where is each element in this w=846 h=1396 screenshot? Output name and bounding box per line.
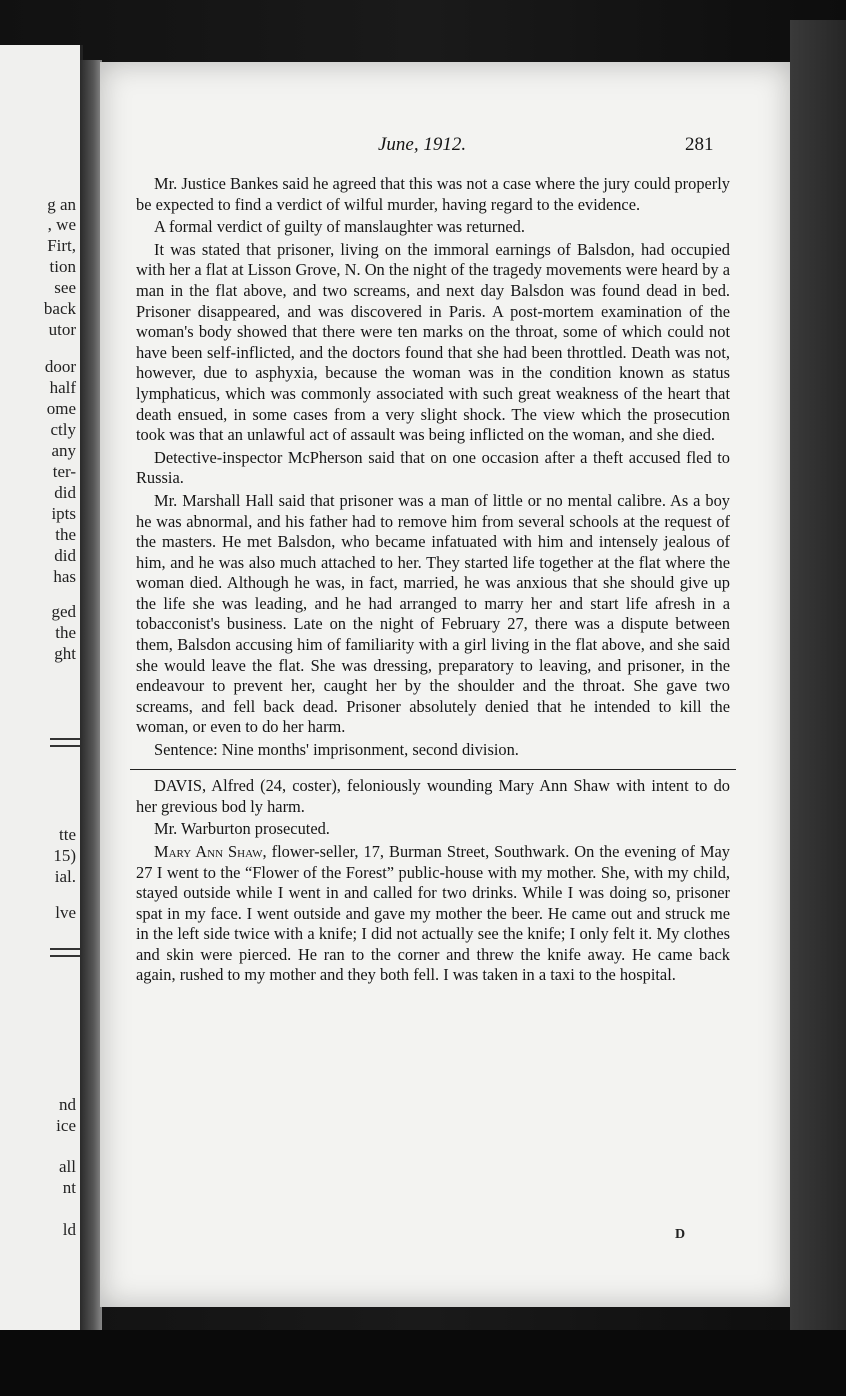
facing-page-rule	[50, 955, 80, 957]
facing-page-fragment: tte	[59, 825, 76, 844]
paragraph: Detective-inspector McPherson said that on one occasion after a theft accused fled to Russia.	[136, 447, 730, 488]
facing-page-fragment: nt	[62, 1178, 76, 1197]
facing-page-fragment: all	[59, 1157, 76, 1176]
facing-page-rule	[50, 948, 80, 950]
facing-page-fragment: the	[55, 525, 76, 544]
facing-page-fragment: half	[49, 378, 76, 397]
paragraph: A formal verdict of guilty of manslaughter was returned.	[154, 217, 525, 237]
facing-page-fragment: door	[44, 357, 76, 376]
signature-mark: D	[675, 1227, 686, 1242]
scan-right-edge	[790, 20, 846, 1396]
facing-page-fragment: ght	[54, 644, 76, 663]
facing-page-fragment: the	[55, 623, 76, 642]
page-number: 281	[685, 134, 714, 155]
facing-page-edge	[0, 45, 83, 1345]
paragraph: Mr. Marshall Hall said that prisoner was a man of little or no mental calibre. As a boy he was abnormal, and his father had to remove him from several schools at the request of the masters. He met Balsdon, who became infatuated with him and intensely jealous of him, and he was also much attached to her. They started life together at the flat where the woman died. Although he was, in fact, married, he was anxious that she should give up the life she was leading, and he had arranged to marry her and start life afresh in a tobacconist's business. Late on the night of February 27, there was a dispute between them, Balsdon accusing him of familiarity with a girl living in the flat above, and she said she would leave the flat. She was dressing, preparatory to leaving, and prisoner, in the endeavour to prevent her, caught her by the shoulder and the throat. She gave two screams, and fell back dead. Prisoner absolutely denied that he intended to kill the woman, or even to do her harm.	[136, 490, 730, 737]
facing-page-fragment: ice	[56, 1116, 76, 1135]
facing-page-fragment: ial.	[54, 867, 76, 886]
facing-page-fragment: g an	[47, 195, 76, 214]
page-header	[100, 134, 790, 164]
case-heading: DAVIS, Alfred (24, coster), feloniously wounding Mary Ann Shaw with intent to do her grevious bod ly harm.	[136, 776, 730, 816]
facing-page-fragment: ipts	[51, 504, 76, 523]
running-head: June, 1912.	[378, 134, 467, 155]
facing-page-fragment: has	[53, 567, 76, 586]
witness-testimony: , flower-seller, 17, Burman Street, Southwark. On the evening of May 27 I went to the “Flower of the Forest” public-house with my mother. She, with my child, stayed outside while I went in and called for two drinks. While I was doing so, prisoner spat in my face. I went outside and gave my mother the beer. He came out and struck me in the left side twice with a knife; I did not actually see the knife; I only felt it. My clothes and skin were pierced. He ran to the corner and threw the knife away. He came back again, rushed to my mother and they both fell. I was taken in a taxi to the hospital.	[136, 841, 730, 985]
paragraph: Mr. Justice Bankes said he agreed that this was not a case where the jury could properly be expected to find a verdict of wilful murder, having regard to the evidence.	[136, 174, 730, 214]
facing-page-fragment: ctly	[50, 420, 76, 439]
facing-page-rule	[50, 745, 80, 747]
page-body	[136, 174, 730, 988]
facing-page-rule	[50, 738, 80, 740]
book-gutter	[80, 60, 102, 1350]
facing-page-fragment: see	[54, 278, 76, 297]
facing-page-fragment: Firt,	[47, 236, 76, 255]
facing-page-fragment: ld	[62, 1220, 76, 1239]
prosecutor-line: Mr. Warburton prosecuted.	[154, 819, 330, 839]
sentence-paragraph: Sentence: Nine months' imprisonment, second division.	[154, 740, 519, 760]
facing-page-fragment: ter-	[52, 462, 76, 481]
witness-name: Mary Ann Shaw	[154, 841, 263, 861]
facing-page-fragment: , we	[47, 215, 76, 234]
facing-page-fragment: back	[43, 299, 76, 318]
scan-bottom-edge	[0, 1330, 846, 1396]
witness-paragraph	[136, 842, 730, 986]
book-page	[100, 62, 790, 1307]
facing-page-fragment: tion	[49, 257, 76, 276]
facing-page-fragment: lve	[55, 903, 76, 922]
facing-page-fragment: nd	[59, 1095, 76, 1114]
facing-page-fragment: any	[51, 441, 76, 460]
facing-page-fragment: 15)	[53, 846, 76, 865]
facing-page-fragment: did	[54, 483, 76, 502]
facing-page-fragment: ged	[51, 602, 76, 621]
facing-page-fragment: utor	[48, 320, 76, 339]
facing-page-fragment: ome	[46, 399, 76, 418]
case-separator-rule	[130, 769, 736, 771]
paragraph: It was stated that prisoner, living on the immoral earnings of Balsdon, had occupied with her a flat at Lisson Grove, N. On the night of the tragedy movements were heard by a man in the flat above, and two screams, and next day Balsdon was found dead in bed. Prisoner disappeared, and was discovered in Paris. A post-mortem examination of the woman's body showed that there were ten marks on the throat, some of which could not have been self-inflicted, and the doctors found that she had been throttled. Death was not, however, due to asphyxia, because the woman was in the condition known as status lymphaticus, which was commonly associated with such great weakness of the heart that death ensued, in some cases from a very slight shock. The view which the prosecution took was that an unlawful act of assault was being inflicted on the woman, and she died.	[136, 239, 730, 445]
facing-page-fragment: did	[54, 546, 76, 565]
